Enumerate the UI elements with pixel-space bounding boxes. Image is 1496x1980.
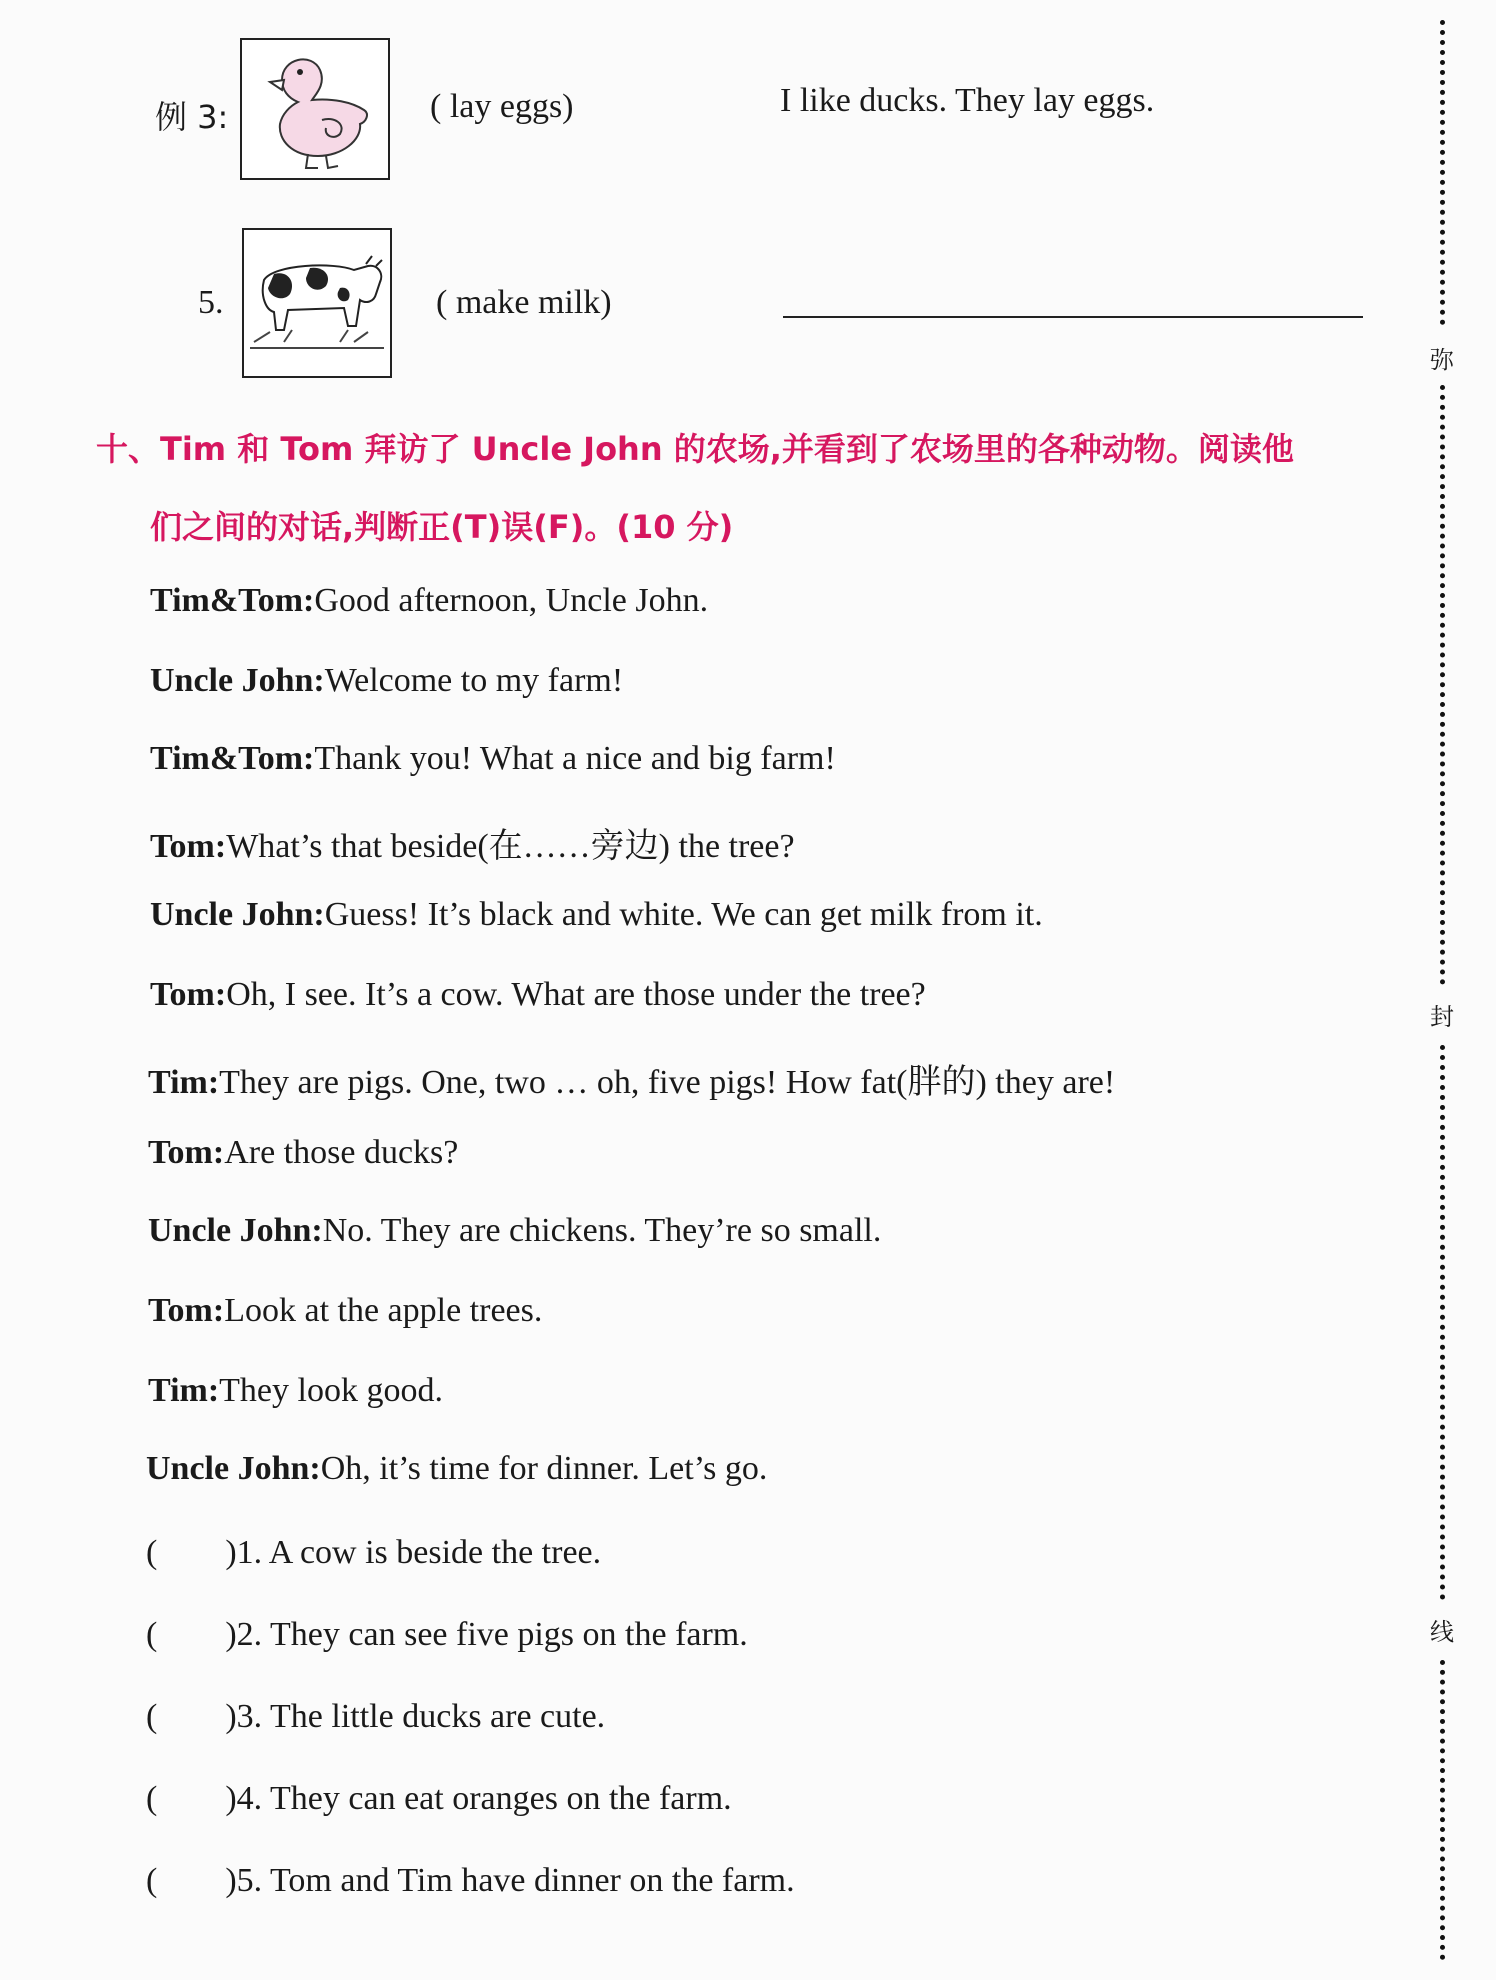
speaker: Tim&Tom:: [150, 582, 315, 619]
cow-icon: [244, 230, 390, 376]
example-label: 例 3:: [155, 98, 229, 136]
speaker: Uncle John:: [150, 896, 325, 933]
dialogue-line: [148, 1212, 881, 1250]
binding-mark: 弥: [1430, 346, 1454, 374]
speaker: Uncle John:: [146, 1450, 321, 1487]
answer-blank[interactable]: ( ): [146, 1780, 237, 1817]
answer-blank[interactable]: ( ): [146, 1862, 237, 1899]
statement-text: 3. The little ducks are cute.: [236, 1698, 606, 1735]
dialogue-line: [148, 1054, 1115, 1103]
statement-text: 4. They can eat oranges on the farm.: [236, 1780, 732, 1817]
binding-mark: 封: [1430, 1003, 1454, 1031]
dialogue-line: [150, 976, 926, 1014]
speaker: Uncle John:: [148, 1212, 323, 1249]
speaker: Tom:: [148, 1134, 225, 1171]
dialogue-line: [150, 818, 795, 867]
binding-mark: 线: [1430, 1618, 1454, 1646]
dialogue-text: Guess! It’s black and white. We can get milk from it.: [324, 896, 1043, 933]
binding-line-segment: [1440, 1660, 1445, 1960]
dialogue-text: Good afternoon, Uncle John.: [314, 582, 709, 619]
binding-line-segment: [1440, 385, 1445, 985]
question-number: 5.: [198, 284, 224, 321]
binding-line-segment: [1440, 20, 1445, 325]
duck-picture: [240, 38, 390, 180]
statement-item: [146, 1698, 605, 1736]
dialogue-line: [148, 1372, 443, 1410]
statement-text: 5. Tom and Tim have dinner on the farm.: [236, 1862, 795, 1899]
section-heading-line1: 十、Tim 和 Tom 拜访了 Uncle John 的农场,并看到了农场里的各种动物。阅读他: [96, 430, 1294, 468]
answer-line[interactable]: [783, 316, 1363, 318]
statement-text: 1. A cow is beside the tree.: [236, 1534, 602, 1571]
example-answer: I like ducks. They lay eggs.: [780, 82, 1155, 119]
dialogue-text: Look at the apple trees.: [224, 1292, 543, 1329]
speaker: Tim&Tom:: [150, 740, 315, 777]
section-heading-line2: 们之间的对话,判断正(T)误(F)。(10 分): [150, 508, 734, 546]
dialogue-text: Are those ducks?: [224, 1134, 459, 1171]
dialogue-line: [148, 1292, 542, 1330]
answer-blank[interactable]: ( ): [146, 1698, 237, 1735]
statement-item: [146, 1862, 795, 1900]
answer-blank[interactable]: ( ): [146, 1534, 237, 1571]
speaker: Tim:: [148, 1064, 220, 1101]
answer-blank[interactable]: ( ): [146, 1616, 237, 1653]
statement-item: [146, 1534, 601, 1572]
cow-picture: [242, 228, 392, 378]
dialogue-line: [150, 582, 708, 620]
statement-item: [146, 1616, 748, 1654]
speaker: Tom:: [150, 828, 227, 865]
dialogue-line: [148, 1134, 458, 1172]
dialogue-text: They look good.: [219, 1372, 443, 1409]
duck-icon: [242, 40, 388, 178]
dialogue-text: Welcome to my farm!: [324, 662, 624, 699]
speaker: Tom:: [150, 976, 227, 1013]
dialogue-line: [146, 1450, 767, 1488]
dialogue-text: Thank you! What a nice and big farm!: [314, 740, 836, 777]
example-hint: ( lay eggs): [430, 88, 574, 125]
statement-text: 2. They can see five pigs on the farm.: [236, 1616, 748, 1653]
speaker: Tom:: [148, 1292, 225, 1329]
dialogue-line: [150, 662, 623, 700]
statement-item: [146, 1780, 732, 1818]
dialogue-text: Oh, I see. It’s a cow. What are those under the tree?: [226, 976, 926, 1013]
dialogue-text: No. They are chickens. They’re so small.: [322, 1212, 882, 1249]
speaker: Uncle John:: [150, 662, 325, 699]
dialogue-text: Oh, it’s time for dinner. Let’s go.: [320, 1450, 768, 1487]
binding-line-segment: [1440, 1045, 1445, 1600]
dialogue-text: What’s that beside(在……旁边) the tree?: [226, 828, 795, 865]
dialogue-text: They are pigs. One, two … oh, five pigs! How fat(胖的) they are!: [219, 1064, 1116, 1101]
dialogue-line: [150, 896, 1043, 934]
speaker: Tim:: [148, 1372, 220, 1409]
dialogue-line: [150, 740, 836, 778]
question-hint: ( make milk): [436, 284, 612, 321]
